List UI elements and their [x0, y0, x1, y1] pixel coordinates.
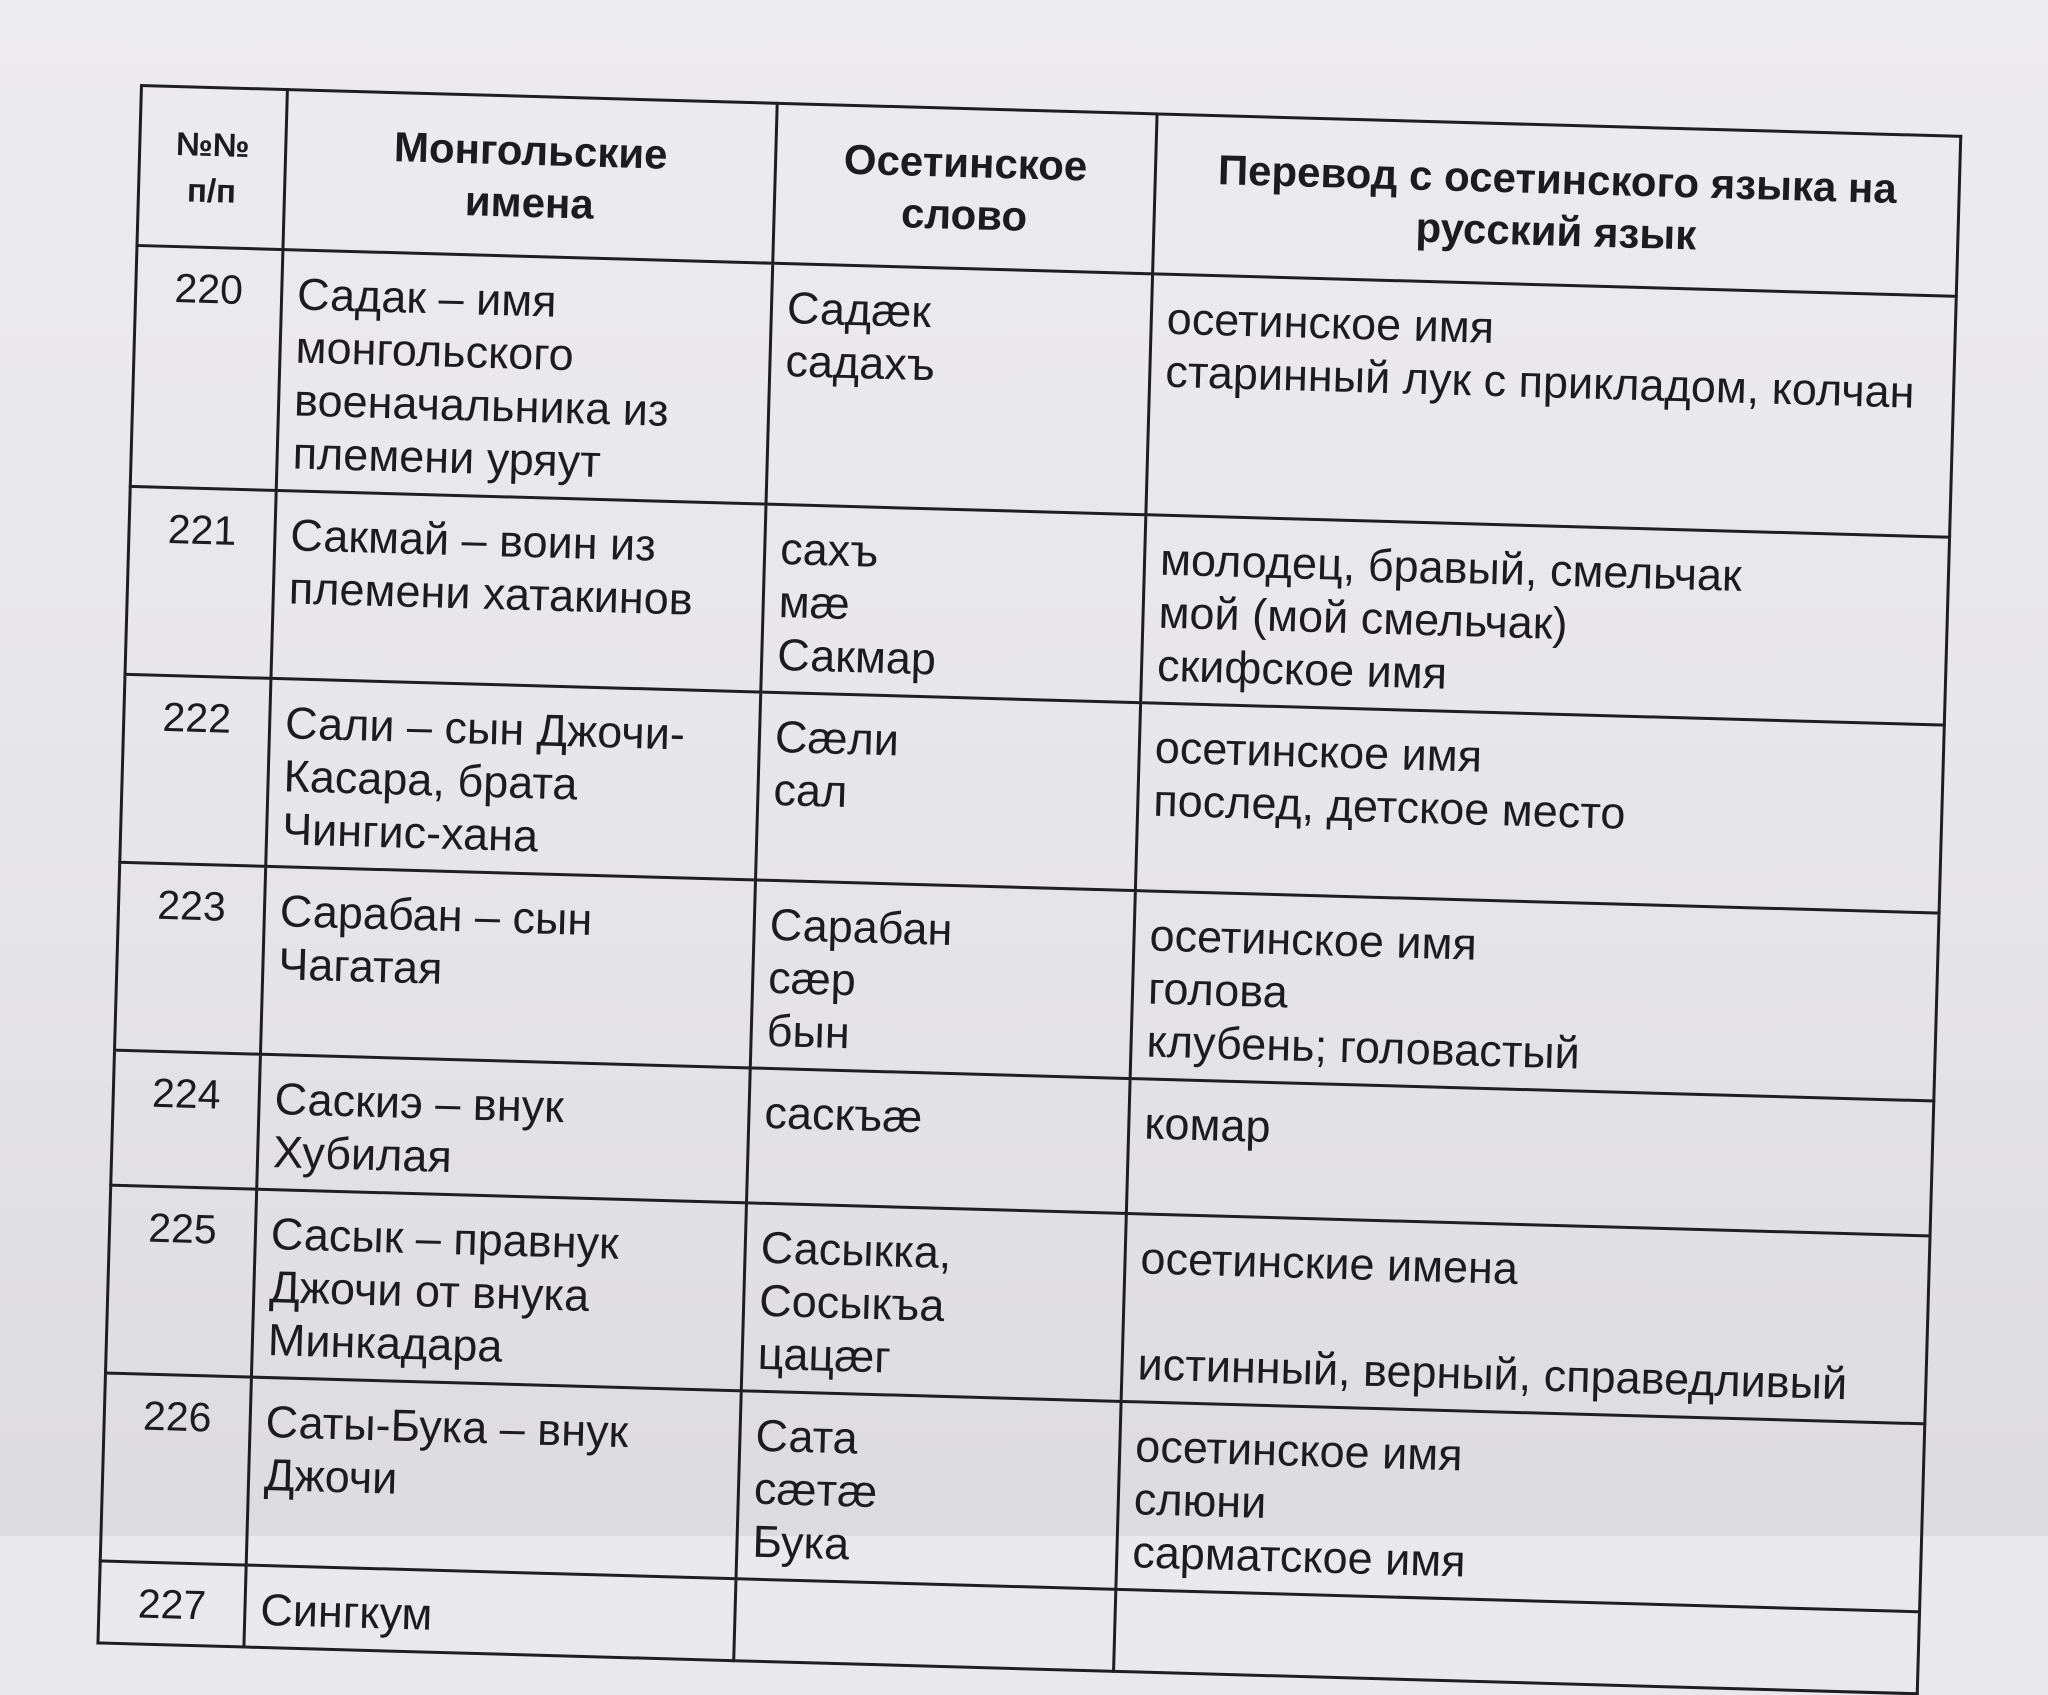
- cell-line: Джочи от внука: [268, 1261, 590, 1322]
- header-line: слово: [900, 188, 1028, 240]
- cell-mongolian-name: [266, 678, 761, 880]
- cell-mongolian-name: [260, 866, 755, 1068]
- cell-line: Сали – сын Джочи-: [284, 697, 686, 760]
- cell-row-number: 223: [115, 862, 266, 1054]
- cell-russian-translation: [1116, 1401, 1925, 1611]
- cell-line: осетинское имя: [1134, 1420, 1464, 1481]
- cell-line: скифское имя: [1156, 639, 1448, 699]
- cell-line: комар: [1143, 1097, 1272, 1152]
- cell-row-number: 225: [105, 1185, 256, 1377]
- cell-ossetian-word: [741, 1203, 1126, 1402]
- cell-line: Сарабан – сын: [279, 885, 593, 945]
- cell-line: Сосыкъа: [758, 1274, 946, 1331]
- cell-line: молодец, бравый, смельчак: [1159, 533, 1743, 601]
- cell-line: голова: [1147, 962, 1289, 1018]
- cell-line: осетинское имя: [1166, 292, 1495, 353]
- header-line: Осетинское: [843, 135, 1088, 189]
- cell-line: Минкадара: [267, 1314, 504, 1372]
- header-line: п/п: [186, 170, 237, 210]
- cell-mongolian-name: [246, 1377, 741, 1579]
- cell-line: саскъæ: [763, 1086, 924, 1143]
- header-line: русский язык: [1414, 203, 1697, 259]
- cell-line: сарматское имя: [1131, 1526, 1467, 1587]
- cell-line: Сингкум: [259, 1583, 434, 1640]
- cell-row-number: 222: [120, 674, 271, 866]
- cell-line: Саты-Бука – внук: [264, 1396, 629, 1458]
- cell-ossetian-word: [766, 263, 1153, 515]
- cell-line: сæр: [767, 951, 857, 1006]
- cell-line: истинный, верный, справедливый: [1136, 1338, 1848, 1410]
- header-mongolian-names: [283, 90, 777, 264]
- cell-line: [1129, 1607, 1903, 1682]
- cell-line: Сата: [754, 1409, 859, 1464]
- cell-line: мæ: [778, 576, 851, 630]
- cell-line: цацæг: [757, 1327, 892, 1383]
- cell-line: Хубилая: [272, 1126, 453, 1183]
- cell-line: Садæк: [786, 282, 932, 338]
- cell-line: Касара, брата: [283, 750, 579, 810]
- document-sheet: [98, 84, 1959, 1640]
- cell-mongolian-name: [257, 1054, 751, 1203]
- cell-russian-translation: [1146, 274, 1956, 537]
- cell-line: племени уряут: [292, 427, 602, 488]
- cell-line: Чингис-хана: [281, 803, 539, 862]
- cell-ossetian-word: [736, 1391, 1121, 1590]
- cell-line: осетинские имена: [1139, 1232, 1519, 1294]
- cell-row-number: 220: [130, 245, 283, 490]
- cell-line: Сæли: [774, 710, 900, 766]
- cell-line: слюни: [1133, 1473, 1268, 1528]
- cell-line: Сарабан: [769, 898, 954, 956]
- cell-row-number: 227: [98, 1561, 246, 1647]
- cell-row-number: 226: [100, 1373, 251, 1565]
- cell-line: старинный лук с прикладом, колчан: [1164, 345, 1916, 418]
- cell-line: Сакмай – воин из: [289, 509, 657, 571]
- header-russian-translation: [1153, 114, 1961, 296]
- cell-russian-translation: [1126, 1079, 1933, 1236]
- cell-line: клубень; головастый: [1145, 1015, 1581, 1079]
- table-body: [98, 245, 1956, 1693]
- cell-ossetian-word: [746, 1068, 1130, 1214]
- header-ossetian-word: [773, 103, 1157, 274]
- cell-ossetian-word: [750, 880, 1135, 1079]
- cell-russian-translation: [1121, 1213, 1930, 1423]
- cell-line: монгольского: [295, 321, 575, 381]
- cell-line: послед, детское место: [1152, 774, 1627, 839]
- cell-line: Садак – имя: [296, 268, 558, 327]
- cell-ossetian-word: [761, 504, 1146, 703]
- cell-line: осетинское имя: [1154, 721, 1483, 782]
- cell-row-number: 221: [125, 486, 276, 678]
- cell-russian-translation: [1141, 515, 1950, 725]
- cell-line: сахъ: [779, 523, 880, 577]
- cell-line: племени хатакинов: [288, 562, 694, 625]
- cell-line: Саскиэ – внук: [274, 1073, 565, 1133]
- cell-line: Джочи: [263, 1449, 399, 1504]
- cell-line: сал: [772, 763, 849, 818]
- cell-ossetian-word: [756, 692, 1141, 891]
- cell-russian-translation: [1135, 703, 1944, 913]
- header-line: Перевод с осетинского языка на: [1217, 145, 1898, 212]
- cell-line: Сакмар: [776, 629, 937, 685]
- cell-line: Чагатая: [277, 938, 444, 994]
- cell-line: бын: [766, 1004, 851, 1059]
- cell-ossetian-word: [734, 1579, 1116, 1672]
- header-line: №№: [175, 124, 251, 164]
- cell-russian-translation: [1130, 891, 1939, 1101]
- cell-line: военачальника из: [293, 374, 670, 436]
- cell-mongolian-name: [271, 490, 766, 692]
- cell-line: сæтæ: [753, 1462, 878, 1518]
- cell-row-number: 224: [111, 1050, 261, 1189]
- header-number: [137, 86, 287, 250]
- cell-line: Бука: [751, 1515, 850, 1570]
- cell-mongolian-name: [276, 250, 773, 505]
- cell-line: Сасыкка,: [760, 1221, 953, 1279]
- cell-line: осетинское имя: [1148, 909, 1478, 970]
- header-line: Монгольские: [393, 122, 669, 178]
- header-line: имена: [464, 176, 595, 228]
- cell-line: Сасык – правнук: [270, 1208, 620, 1269]
- cell-line: [750, 1597, 1100, 1660]
- cell-line: садахъ: [784, 335, 936, 391]
- cell-mongolian-name: [251, 1189, 746, 1391]
- names-table: [96, 84, 1962, 1695]
- cell-line: мой (мой смельчак): [1157, 586, 1569, 650]
- cell-mongolian-name: [244, 1565, 736, 1661]
